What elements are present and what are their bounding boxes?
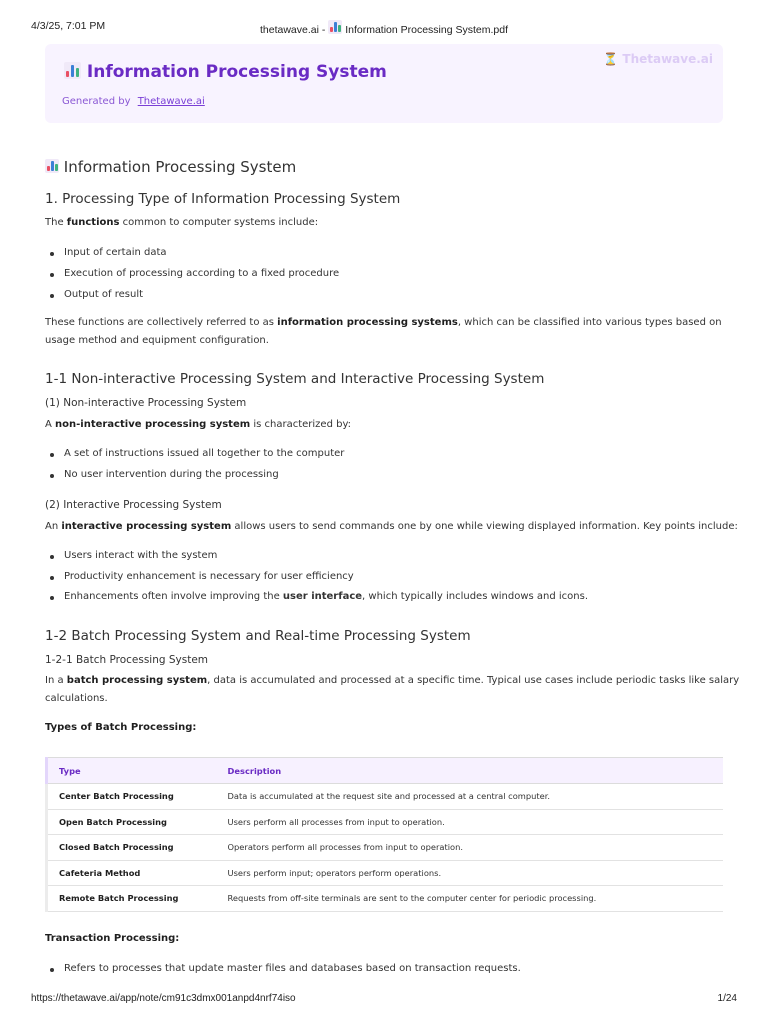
bold-term: functions [66, 217, 120, 228]
print-url[interactable]: https://thetawave.ai/app/note/cm91c3dmx001anpd4nrf74iso [31, 993, 296, 1004]
list-item: Users interact with the system [64, 550, 218, 561]
table-cell-type: Center Batch Processing [47, 784, 217, 810]
table-row [47, 809, 724, 835]
text-run: allows users to send commands one by one while viewing displayed information. Key points include: [231, 521, 738, 532]
section-1-1-b-intro [45, 521, 738, 532]
text-run: In a [45, 675, 67, 686]
bold-term: batch processing system [66, 675, 208, 686]
table-cell-type: Remote Batch Processing [47, 886, 217, 912]
print-header [31, 20, 737, 34]
table-header-description: Description [217, 758, 724, 784]
table-header-type: Type [47, 758, 217, 784]
section-1-1-a-heading: (1) Non-interactive Processing System [45, 397, 247, 409]
table-cell-type: Cafeteria Method [47, 860, 217, 886]
table-cell-description: Requests from off-site terminals are sent to the computer center for periodic processing. [217, 886, 724, 912]
generated-by-link[interactable]: Thetawave.ai [137, 96, 205, 107]
list-item: Refers to processes that update master files and databases based on transaction requests. [64, 963, 521, 974]
table-row [47, 860, 724, 886]
section-1-para-line2: usage method and equipment configuration. [45, 335, 269, 346]
text-run: The [45, 217, 67, 228]
print-footer [31, 993, 737, 1007]
list-item: Execution of processing according to a fixed procedure [64, 268, 340, 279]
section-1-intro [45, 217, 318, 228]
main-heading-text: Information Processing System [63, 158, 297, 176]
section-1-para [45, 317, 722, 328]
list-item: Output of result [64, 289, 144, 300]
table-cell-description: Users perform all processes from input to operation. [217, 809, 724, 835]
table-row [47, 835, 724, 861]
text-run: is characterized by: [250, 419, 352, 430]
list-item: A set of instructions issued all together to the computer [64, 448, 345, 459]
bar-chart-icon [64, 62, 81, 79]
section-1-2-1-para-line2: calculations. [45, 693, 108, 704]
table-row [47, 784, 724, 810]
print-title-prefix: thetawave.ai - [259, 24, 326, 36]
section-1-1-b-heading: (2) Interactive Processing System [45, 499, 222, 511]
bold-term: interactive processing system [61, 521, 232, 532]
text-run: Enhancements often involve improving the [64, 591, 283, 602]
text-run: An [45, 521, 62, 532]
generated-by-label: Generated by [62, 96, 131, 107]
types-heading: Types of Batch Processing: [45, 722, 197, 733]
section-1-1-a-intro [45, 419, 351, 430]
generated-by [62, 96, 205, 107]
table-header-row [47, 758, 724, 784]
table-cell-description: Users perform input; operators perform operations. [217, 860, 724, 886]
table-cell-type: Closed Batch Processing [47, 835, 217, 861]
main-heading [45, 158, 296, 176]
print-title-doc: Information Processing System.pdf [345, 24, 509, 36]
list-item: Productivity enhancement is necessary for user efficiency [64, 571, 354, 582]
table-cell-description: Operators perform all processes from input to operation. [217, 835, 724, 861]
text-run: , which typically includes windows and icons. [362, 591, 589, 602]
transaction-heading: Transaction Processing: [45, 933, 180, 944]
table-cell-description: Data is accumulated at the request site and processed at a central computer. [217, 784, 724, 810]
list-item: Input of certain data [64, 247, 167, 258]
text-run: , which can be classified into various types based on [457, 317, 722, 328]
text-run: , data is accumulated and processed at a specific time. Typical use cases include periodic tasks like salary [207, 675, 740, 686]
document-banner [45, 44, 723, 123]
text-run: These functions are collectively referred to as [45, 317, 278, 328]
list-item [64, 591, 588, 602]
section-1-2-1-para [45, 675, 739, 686]
print-title [31, 20, 737, 36]
section-1-heading: 1. Processing Type of Information Processing System [45, 191, 401, 207]
text-run: common to computer systems include: [119, 217, 319, 228]
section-1-1-heading: 1-1 Non-interactive Processing System and Interactive Processing System [45, 371, 545, 387]
table-cell-type: Open Batch Processing [47, 809, 217, 835]
table-row [47, 886, 724, 912]
bar-chart-icon [45, 159, 59, 173]
bold-term: user interface [282, 591, 363, 602]
section-1-2-heading: 1-2 Batch Processing System and Real-time Processing System [45, 628, 471, 644]
bold-term: non-interactive processing system [55, 419, 251, 430]
brand-watermark: ⏳ Thetawave.ai [603, 52, 713, 66]
banner-title-text: Information Processing System [86, 62, 387, 82]
banner-title [64, 62, 387, 82]
bar-chart-icon [328, 20, 342, 34]
page-number: 1/24 [717, 993, 737, 1004]
print-date: 4/3/25, 7:01 PM [31, 20, 106, 32]
batch-types-table [45, 757, 723, 912]
list-item: No user intervention during the processing [64, 469, 279, 480]
text-run: A [45, 419, 56, 430]
section-1-2-1-heading: 1-2-1 Batch Processing System [45, 654, 209, 666]
bold-term: information processing systems [277, 317, 458, 328]
